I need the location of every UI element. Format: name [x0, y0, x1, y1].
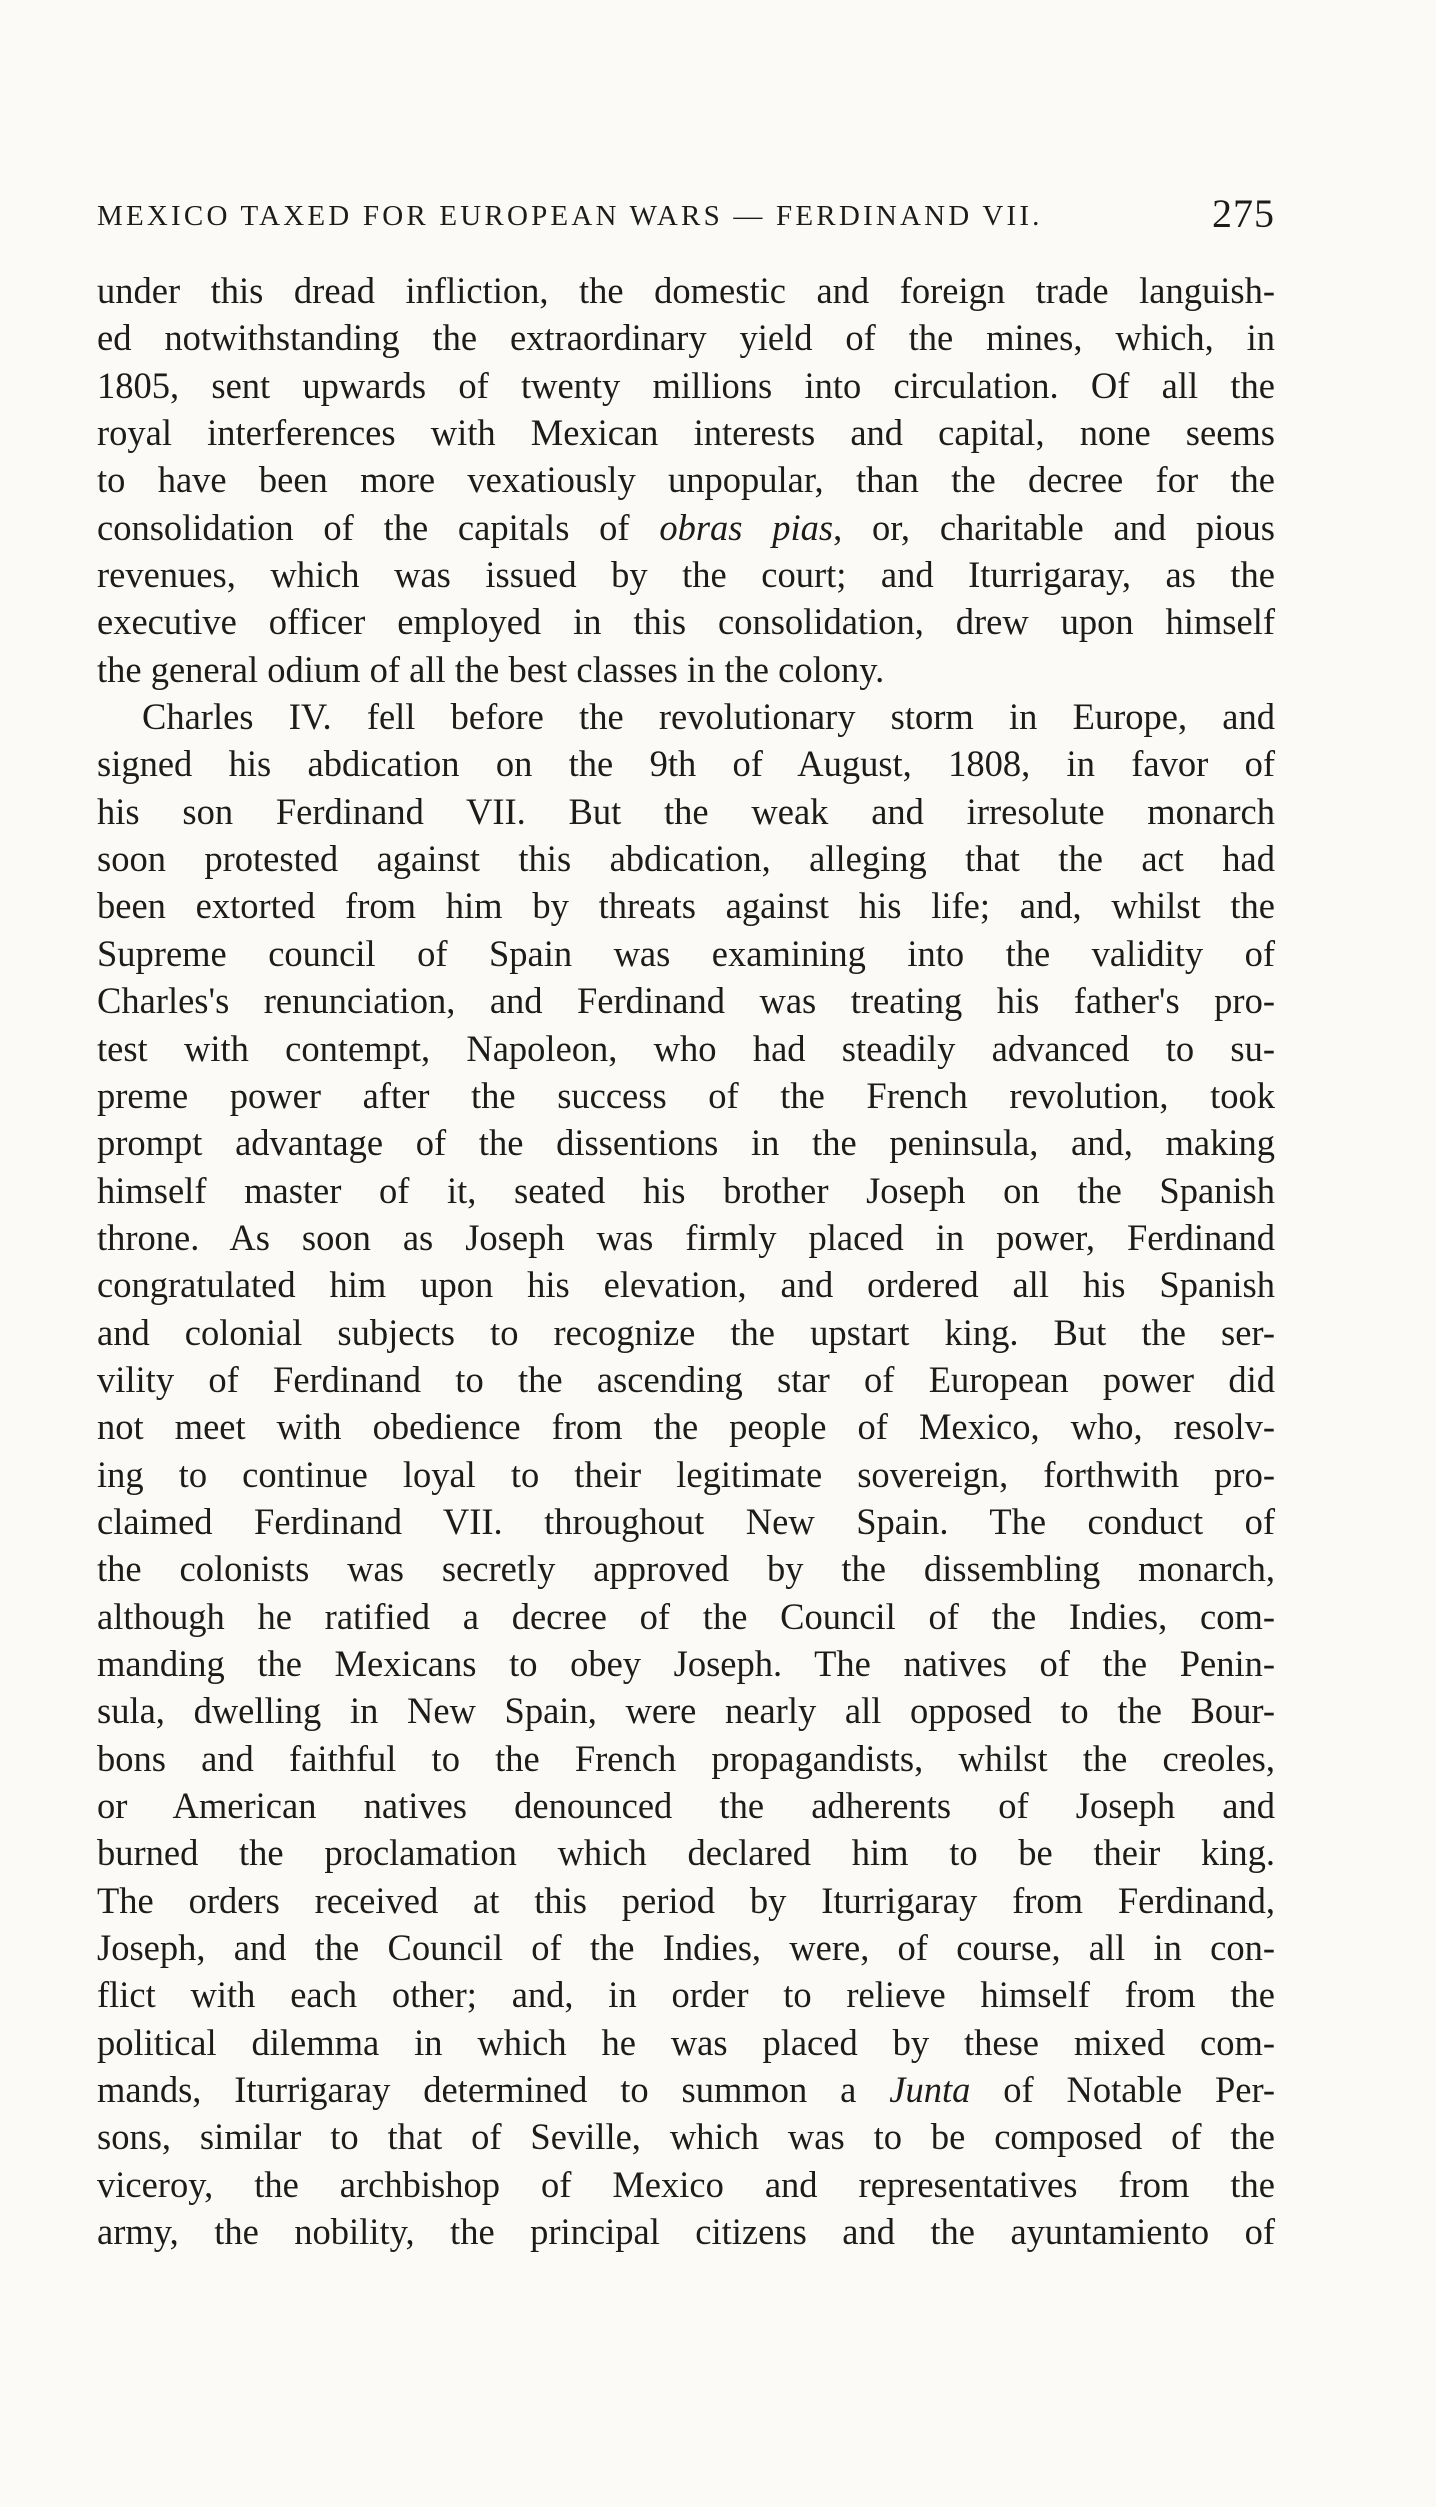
text-line: under this dread infliction, the domestic and foreign trade languish- — [97, 270, 1275, 311]
text-line: burned the proclamation which declared him to be their king. — [97, 1832, 1275, 1874]
text-line: royal interferences with Mexican interests and capital, none seems — [97, 412, 1275, 454]
text-line: prompt advantage of the dissentions in the peninsula, and, making — [97, 1122, 1275, 1164]
page-header — [97, 190, 1275, 240]
text-line — [97, 2066, 1275, 2113]
text-segment: , or, — [833, 506, 911, 548]
text-segment: charitable and pious — [939, 506, 1275, 548]
text-line: to have been more vexatiously unpopular, than the decree for the — [97, 459, 1275, 501]
text-line: flict with each other; and, in order to relieve himself from the — [97, 1974, 1275, 2016]
text-line: bons and faithful to the French propagandists, whilst the creoles, — [97, 1737, 1275, 1779]
text-line: preme power after the success of the French revolution, took — [97, 1074, 1275, 1116]
text-line: not meet with obedience from the people of Mexico, who, resolv- — [97, 1406, 1275, 1448]
text-line: the colonists was secretly approved by the dissembling monarch, — [97, 1548, 1275, 1590]
text-line: executive officer employed in this consolidation, drew upon himself — [97, 601, 1275, 643]
text-line: sons, similar to that of Seville, which was to be composed of the — [97, 2116, 1275, 2158]
text-line: political dilemma in which he was placed by these mixed com- — [97, 2021, 1275, 2063]
text-line: throne. As soon as Joseph was firmly placed in power, Ferdinand — [97, 1216, 1275, 1258]
text-line: test with contempt, Napoleon, who had steadily advanced to su- — [97, 1027, 1275, 1069]
text-segment: consolidation of the capitals of — [97, 506, 630, 548]
text-line: army, the nobility, the principal citizens and the ayuntamiento of — [97, 2211, 1275, 2253]
text-line: and colonial subjects to recognize the upstart king. But the ser- — [97, 1311, 1275, 1353]
text-line: vility of Ferdinand to the ascending star of European power did — [97, 1358, 1275, 1400]
text-line: been extorted from him by threats against his life; and, whilst the — [97, 885, 1275, 927]
text-line: ing to continue loyal to their legitimate sovereign, forthwith pro- — [97, 1453, 1275, 1495]
text-line: Supreme council of Spain was examining into the validity of — [97, 932, 1275, 974]
text-line: manding the Mexicans to obey Joseph. The natives of the Penin- — [97, 1642, 1275, 1684]
text-line: the general odium of all the best classes in the colony. — [97, 648, 885, 690]
text-line: himself master of it, seated his brother Joseph on the Spanish — [97, 1169, 1275, 1211]
italic-term-junta: Junta — [889, 2069, 971, 2111]
text-line: Joseph, and the Council of the Indies, were, of course, all in con- — [97, 1927, 1275, 1969]
text-line: soon protested against this abdication, alleging that the act had — [97, 838, 1275, 880]
text-segment: mands, Iturrigaray determined to summon a — [97, 2069, 857, 2111]
text-line: Charles's renunciation, and Ferdinand was treating his father's pro- — [97, 980, 1275, 1022]
text-line: viceroy, the archbishop of Mexico and representatives from the — [97, 2163, 1275, 2205]
text-line: congratulated him upon his elevation, and ordered all his Spanish — [97, 1264, 1275, 1306]
text-line: his son Ferdinand VII. But the weak and irresolute monarch — [97, 790, 1275, 832]
text-line: signed his abdication on the 9th of August, 1808, in favor of — [97, 743, 1275, 785]
running-title: MEXICO TAXED FOR EUROPEAN WARS — FERDINAND VII. — [97, 200, 1043, 232]
text-line: or American natives denounced the adherents of Joseph and — [97, 1785, 1275, 1826]
text-line: although he ratified a decree of the Council of the Indies, com- — [97, 1595, 1275, 1637]
text-line: sula, dwelling in New Spain, were nearly all opposed to the Bour- — [97, 1690, 1275, 1732]
text-segment: of Notable Per- — [1003, 2069, 1276, 2111]
page-number: 275 — [1212, 191, 1275, 236]
text-line: claimed Ferdinand VII. throughout New Spain. The conduct of — [97, 1500, 1275, 1542]
text-line: revenues, which was issued by the court; and Iturrigaray, as the — [97, 554, 1275, 596]
text-line: ed notwithstanding the extraordinary yield of the mines, which, in — [97, 317, 1275, 359]
italic-term-obras-pias: obras pias — [659, 506, 834, 548]
text-line: The orders received at this period by Iturrigaray from Ferdinand, — [97, 1879, 1275, 1921]
text-line: Charles IV. fell before the revolutionary storm in Europe, and — [142, 696, 1275, 738]
text-line: 1805, sent upwards of twenty millions into circulation. Of all the — [97, 364, 1275, 406]
body-text — [97, 267, 1275, 2255]
text-line — [97, 504, 1275, 551]
